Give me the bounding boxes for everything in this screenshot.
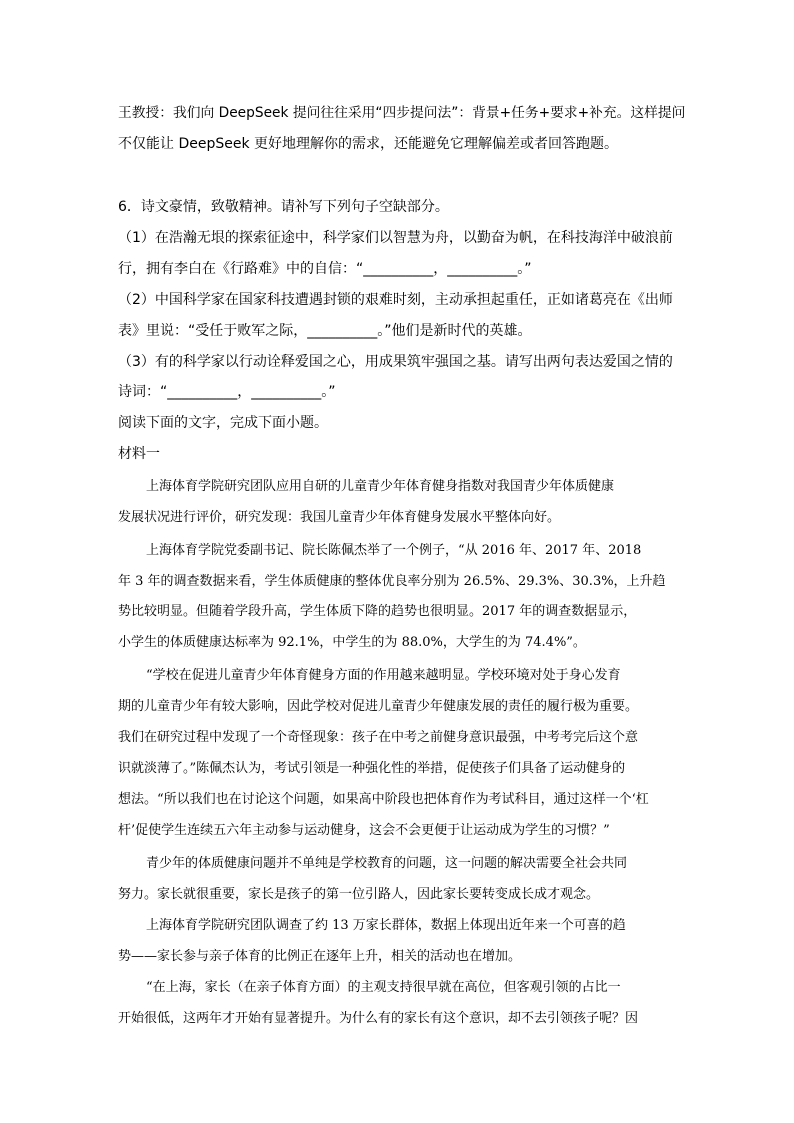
text-line: （2）中国科学家在国家科技遭遇封锁的艰难时刻，主动承担起重任，正如诸葛亮在《出师 — [118, 292, 673, 308]
text-line: 不仅能让 DeepSeek 更好地理解你的需求，还能避免它理解偏差或者回答跑题。 — [118, 136, 619, 152]
question-title: 6．诗文豪情，致敬精神。请补写下列句子空缺部分。 — [118, 199, 449, 215]
text-line: “在上海，家长（在亲子体育方面）的主观支持很早就在高位，但客观引领的占比一 — [146, 980, 621, 995]
text-line: 上海体育学院研究团队调查了约 13 万家长群体，数据上体现出近年来一个可喜的趋 — [146, 918, 626, 933]
text-line: 诗词：“__________，__________。” — [118, 384, 336, 400]
text-line: 年 3 年的调查数据来看，学生体质健康的整体优良率分别为 26.5%、29.3%、30.3%，上升趋 — [118, 574, 666, 589]
text-line: （3）有的科学家以行动诠释爱国之心，用成果筑牢强国之基。请写出两句表达爱国之情的 — [118, 354, 673, 370]
text-line: 我们在研究过程中发现了一个奇怪现象：孩子在中考之前健身意识最强，中考考完后这个意 — [118, 730, 639, 745]
text-line: “学校在促进儿童青少年体育健身方面的作用越来越明显。学校环境对处于身心发育 — [146, 668, 621, 683]
text-line: 上海体育学院研究团队应用自研的儿童青少年体育健身指数对我国青少年体质健康 — [146, 479, 615, 494]
text-line: 小学生的体质健康达标率为 92.1%，中学生的为 88.0%，大学生的为 74.4%”。 — [118, 635, 586, 650]
text-line: 努力。家长就很重要，家长是孩子的第一位引路人，因此家长要转变成长成才观念。 — [118, 887, 600, 902]
text-line: 识就淡薄了。”陈佩杰认为，考试引领是一种强化性的举措，促使孩子们具备了运动健身的 — [118, 761, 626, 776]
text-line: 开始很低，这两年才开始有显著提升。为什么有的家长有这个意识，却不去引领孩子呢？因 — [118, 1011, 639, 1026]
text-line: 发展状况进行评价，研究发现：我国儿童青少年体育健身发展水平整体向好。 — [118, 510, 561, 525]
text-line: 青少年的体质健康问题并不单纯是学校教育的问题，这一问题的解决需要全社会共同 — [146, 856, 628, 871]
text-line: 王教授：我们向 DeepSeek 提问往往采用“四步提问法”：背景+任务+要求+补充。这样提问 — [118, 105, 686, 121]
text-line: 期的儿童青少年有较大影响，因此学校对促进儿童青少年健康发展的责任的履行极为重要。 — [118, 699, 639, 714]
text-line: （1）在浩瀚无垠的探索征途中，科学家们以智慧为舟，以勤奋为帆，在科技海洋中破浪前 — [118, 230, 673, 246]
text-line: 势比较明显。但随着学段升高，学生体质下降的趋势也很明显。2017 年的调查数据显示， — [118, 604, 637, 619]
reading-instruction: 阅读下面的文字，完成下面小题。 — [118, 415, 328, 431]
text-line: 想法。“所以我们也在讨论这个问题，如果高中阶段也把体育作为考试科目，通过这样一个‘杠 — [118, 792, 649, 807]
text-line: 杆’促使学生连续五六年主动参与运动健身，这会不会更便于让运动成为学生的习惯？” — [118, 823, 610, 838]
text-line: 行，拥有李白在《行路难》中的自信：“__________，__________。” — [118, 261, 532, 277]
text-line: 表》里说：“受任于败军之际，__________。”他们是新时代的英雄。 — [118, 323, 532, 339]
text-line: 上海体育学院党委副书记、院长陈佩杰举了一个例子，“从 2016 年、2017 年、2018 — [146, 543, 642, 558]
text-line: 势——家长参与亲子体育的比例正在逐年上升，相关的活动也在增加。 — [118, 949, 522, 964]
material-heading: 材料一 — [118, 446, 160, 462]
